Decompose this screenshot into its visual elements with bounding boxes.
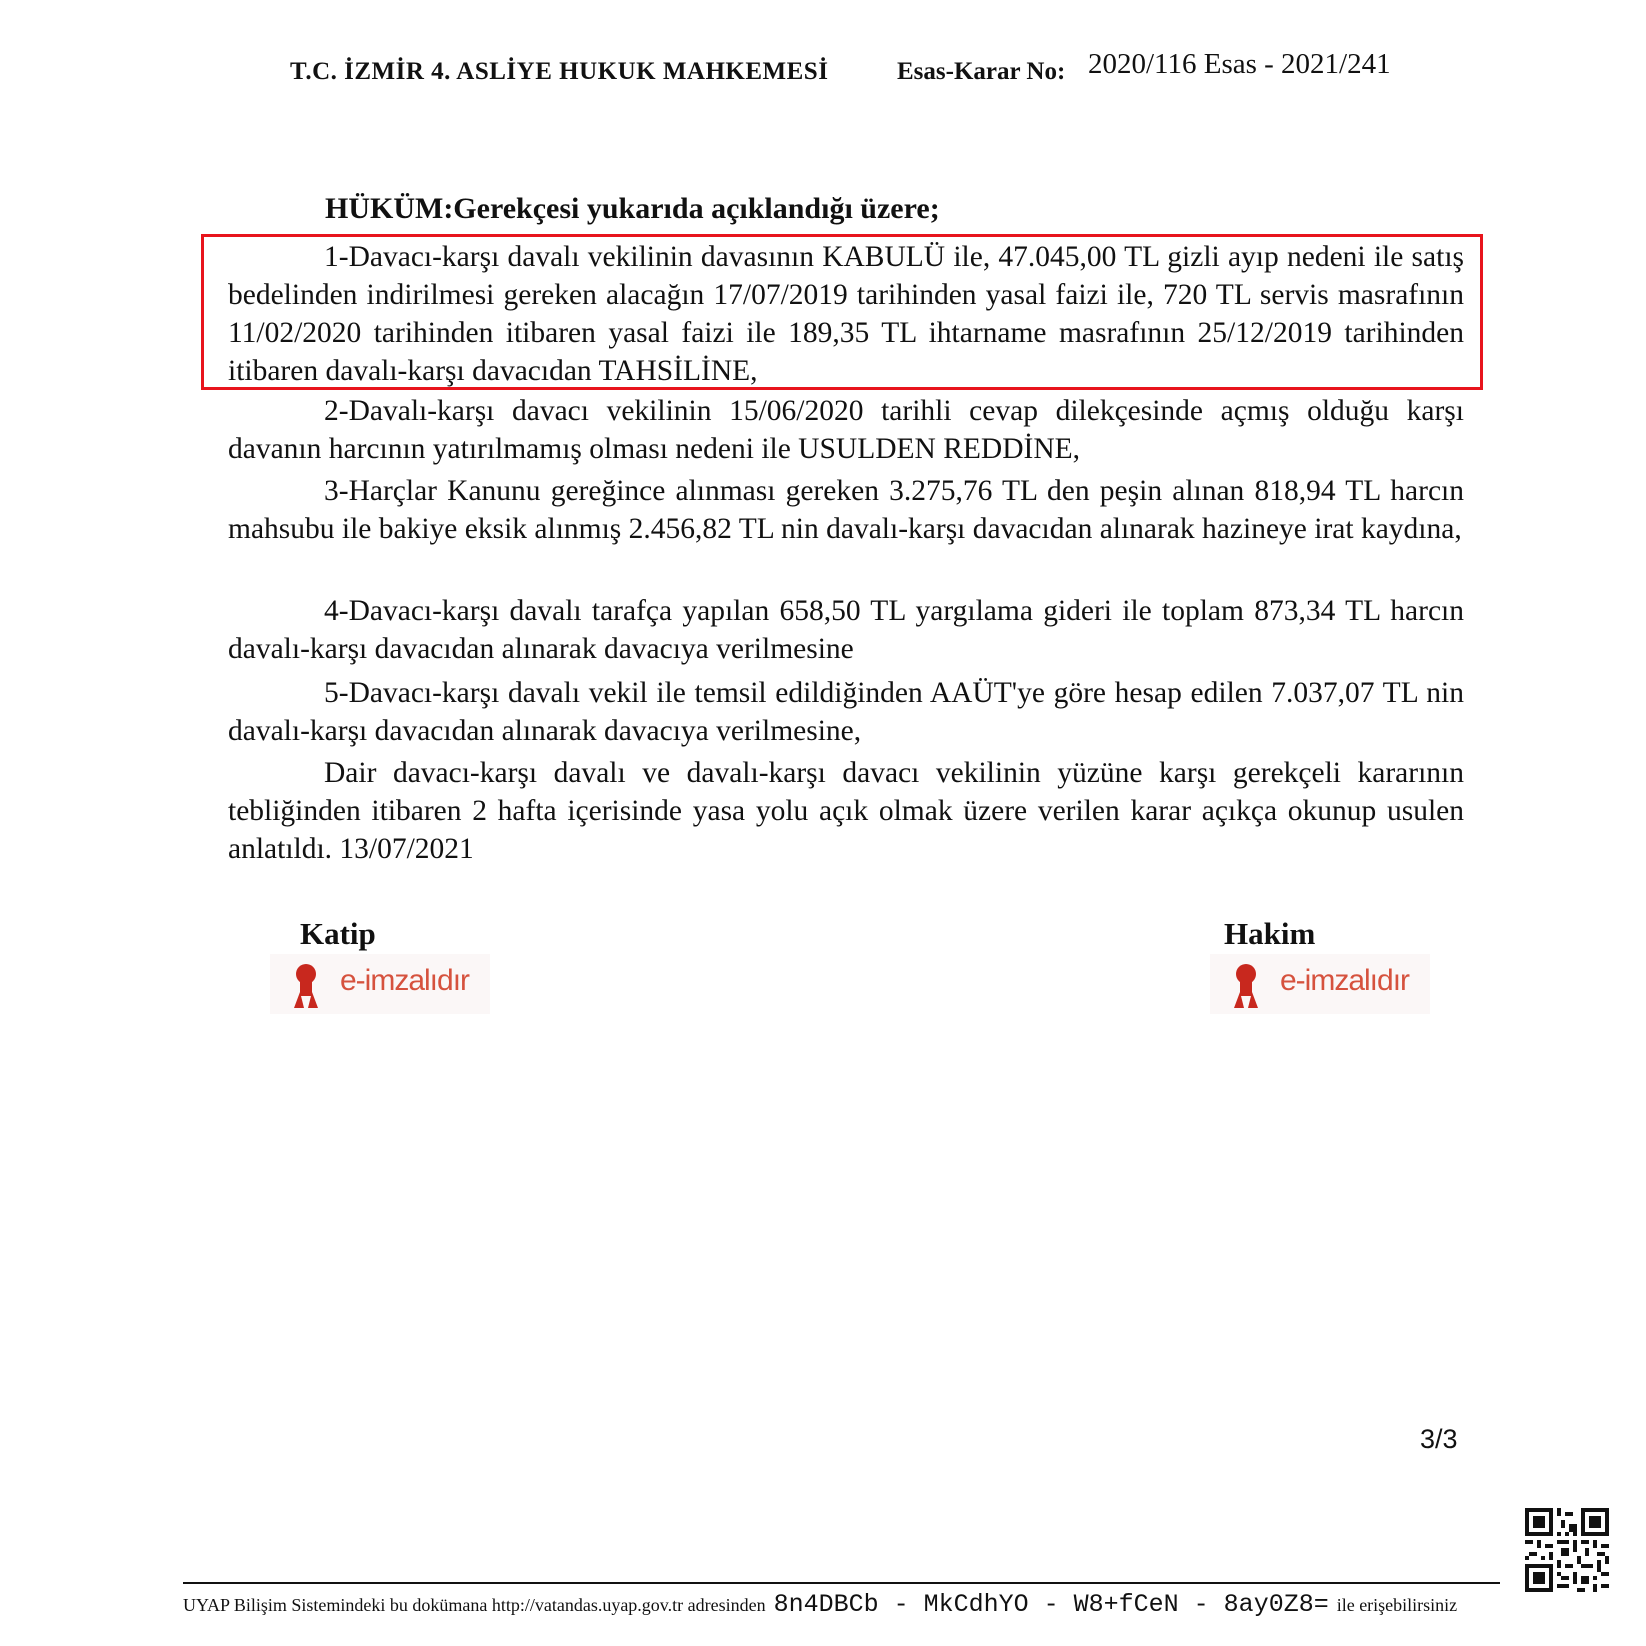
- katip-e-signature-stamp: [270, 954, 490, 1014]
- verdict-item-2: [228, 392, 1464, 468]
- verification-code: 8n4DBCb - MkCdhYO - W8+fCeN - 8ay0Z8=: [773, 1590, 1329, 1619]
- highlight-box: [201, 234, 1483, 390]
- paragraph-text: Dair davacı-karşı davalı ve davalı-karşı davacı vekilinin yüzüne karşı gerekçeli kararının tebliğinden itibaren 2 hafta içerisinde yasa yolu açık olmak üzere verilen karar açıkça okunup usulen anlatıldı. 13/07/2021: [228, 757, 1464, 865]
- footer-divider: [183, 1582, 1500, 1584]
- verdict-item-5: [228, 674, 1464, 750]
- footer-suffix: ile erişebilirsiniz: [1336, 1595, 1458, 1615]
- document-footer: [183, 1590, 1503, 1619]
- seal-icon: [1228, 960, 1264, 1010]
- seal-icon: [288, 960, 324, 1010]
- hakim-label: Hakim: [1224, 916, 1316, 951]
- katip-label: Katip: [300, 916, 376, 951]
- e-signature-text: e-imzalıdır: [1280, 964, 1410, 997]
- paragraph-text: 3-Harçlar Kanunu gereğince alınması gereken 3.275,76 TL den peşin alınan 818,94 TL harcın mahsubu ile bakiye eksik alınmış 2.456,82 TL nin davalı-karşı davacıdan alınarak hazineye irat kaydına,: [228, 475, 1464, 545]
- verdict-closing: [228, 754, 1464, 868]
- verdict-item-3: [228, 472, 1464, 548]
- e-signature-text: e-imzalıdır: [340, 964, 470, 997]
- qr-code-icon: [1525, 1508, 1609, 1592]
- case-number-label: Esas-Karar No:: [897, 58, 1066, 85]
- paragraph-text: 4-Davacı-karşı davalı tarafça yapılan 658,50 TL yargılama gideri ile toplam 873,34 TL harcın davalı-karşı davacıdan alınarak davacıya verilmesine: [228, 595, 1464, 665]
- court-name: T.C. İZMİR 4. ASLİYE HUKUK MAHKEMESİ: [290, 58, 829, 85]
- verdict-item-4: [228, 592, 1464, 668]
- verdict-heading: HÜKÜM:Gerekçesi yukarıda açıklandığı üzere;: [325, 192, 940, 225]
- document-header: [0, 48, 1646, 98]
- paragraph-text: 2-Davalı-karşı davacı vekilinin 15/06/2020 tarihli cevap dilekçesinde açmış olduğu karşı davanın harcının yatırılmamış olması nedeni ile USULDEN REDDİNE,: [228, 395, 1464, 465]
- page-number: 3/3: [1420, 1424, 1458, 1454]
- footer-prefix: UYAP Bilişim Sistemindeki bu dokümana http://vatandas.uyap.gov.tr adresinden: [183, 1595, 766, 1615]
- paragraph-text: 1-Davacı-karşı davalı vekilinin davasının KABULÜ ile, 47.045,00 TL gizli ayıp nedeni ile satış bedelinden indirilmesi gereken alacağın 17/07/2019 tarihinden yasal faizi ile, 720 TL servis masrafının 11/02/2020 tarihinden itibaren yasal faizi ile 189,35 TL ihtarname masrafının 25/12/2019 tarihinden itibaren davalı-karşı davacıdan TAHSİLİNE,: [228, 241, 1464, 387]
- hakim-e-signature-stamp: [1210, 954, 1430, 1014]
- paragraph-text: 5-Davacı-karşı davalı vekil ile temsil edildiğinden AAÜT'ye göre hesap edilen 7.037,07 TL nin davalı-karşı davacıdan alınarak davacıya verilmesine,: [228, 677, 1464, 747]
- case-number-value: 2020/116 Esas - 2021/241: [1088, 48, 1391, 80]
